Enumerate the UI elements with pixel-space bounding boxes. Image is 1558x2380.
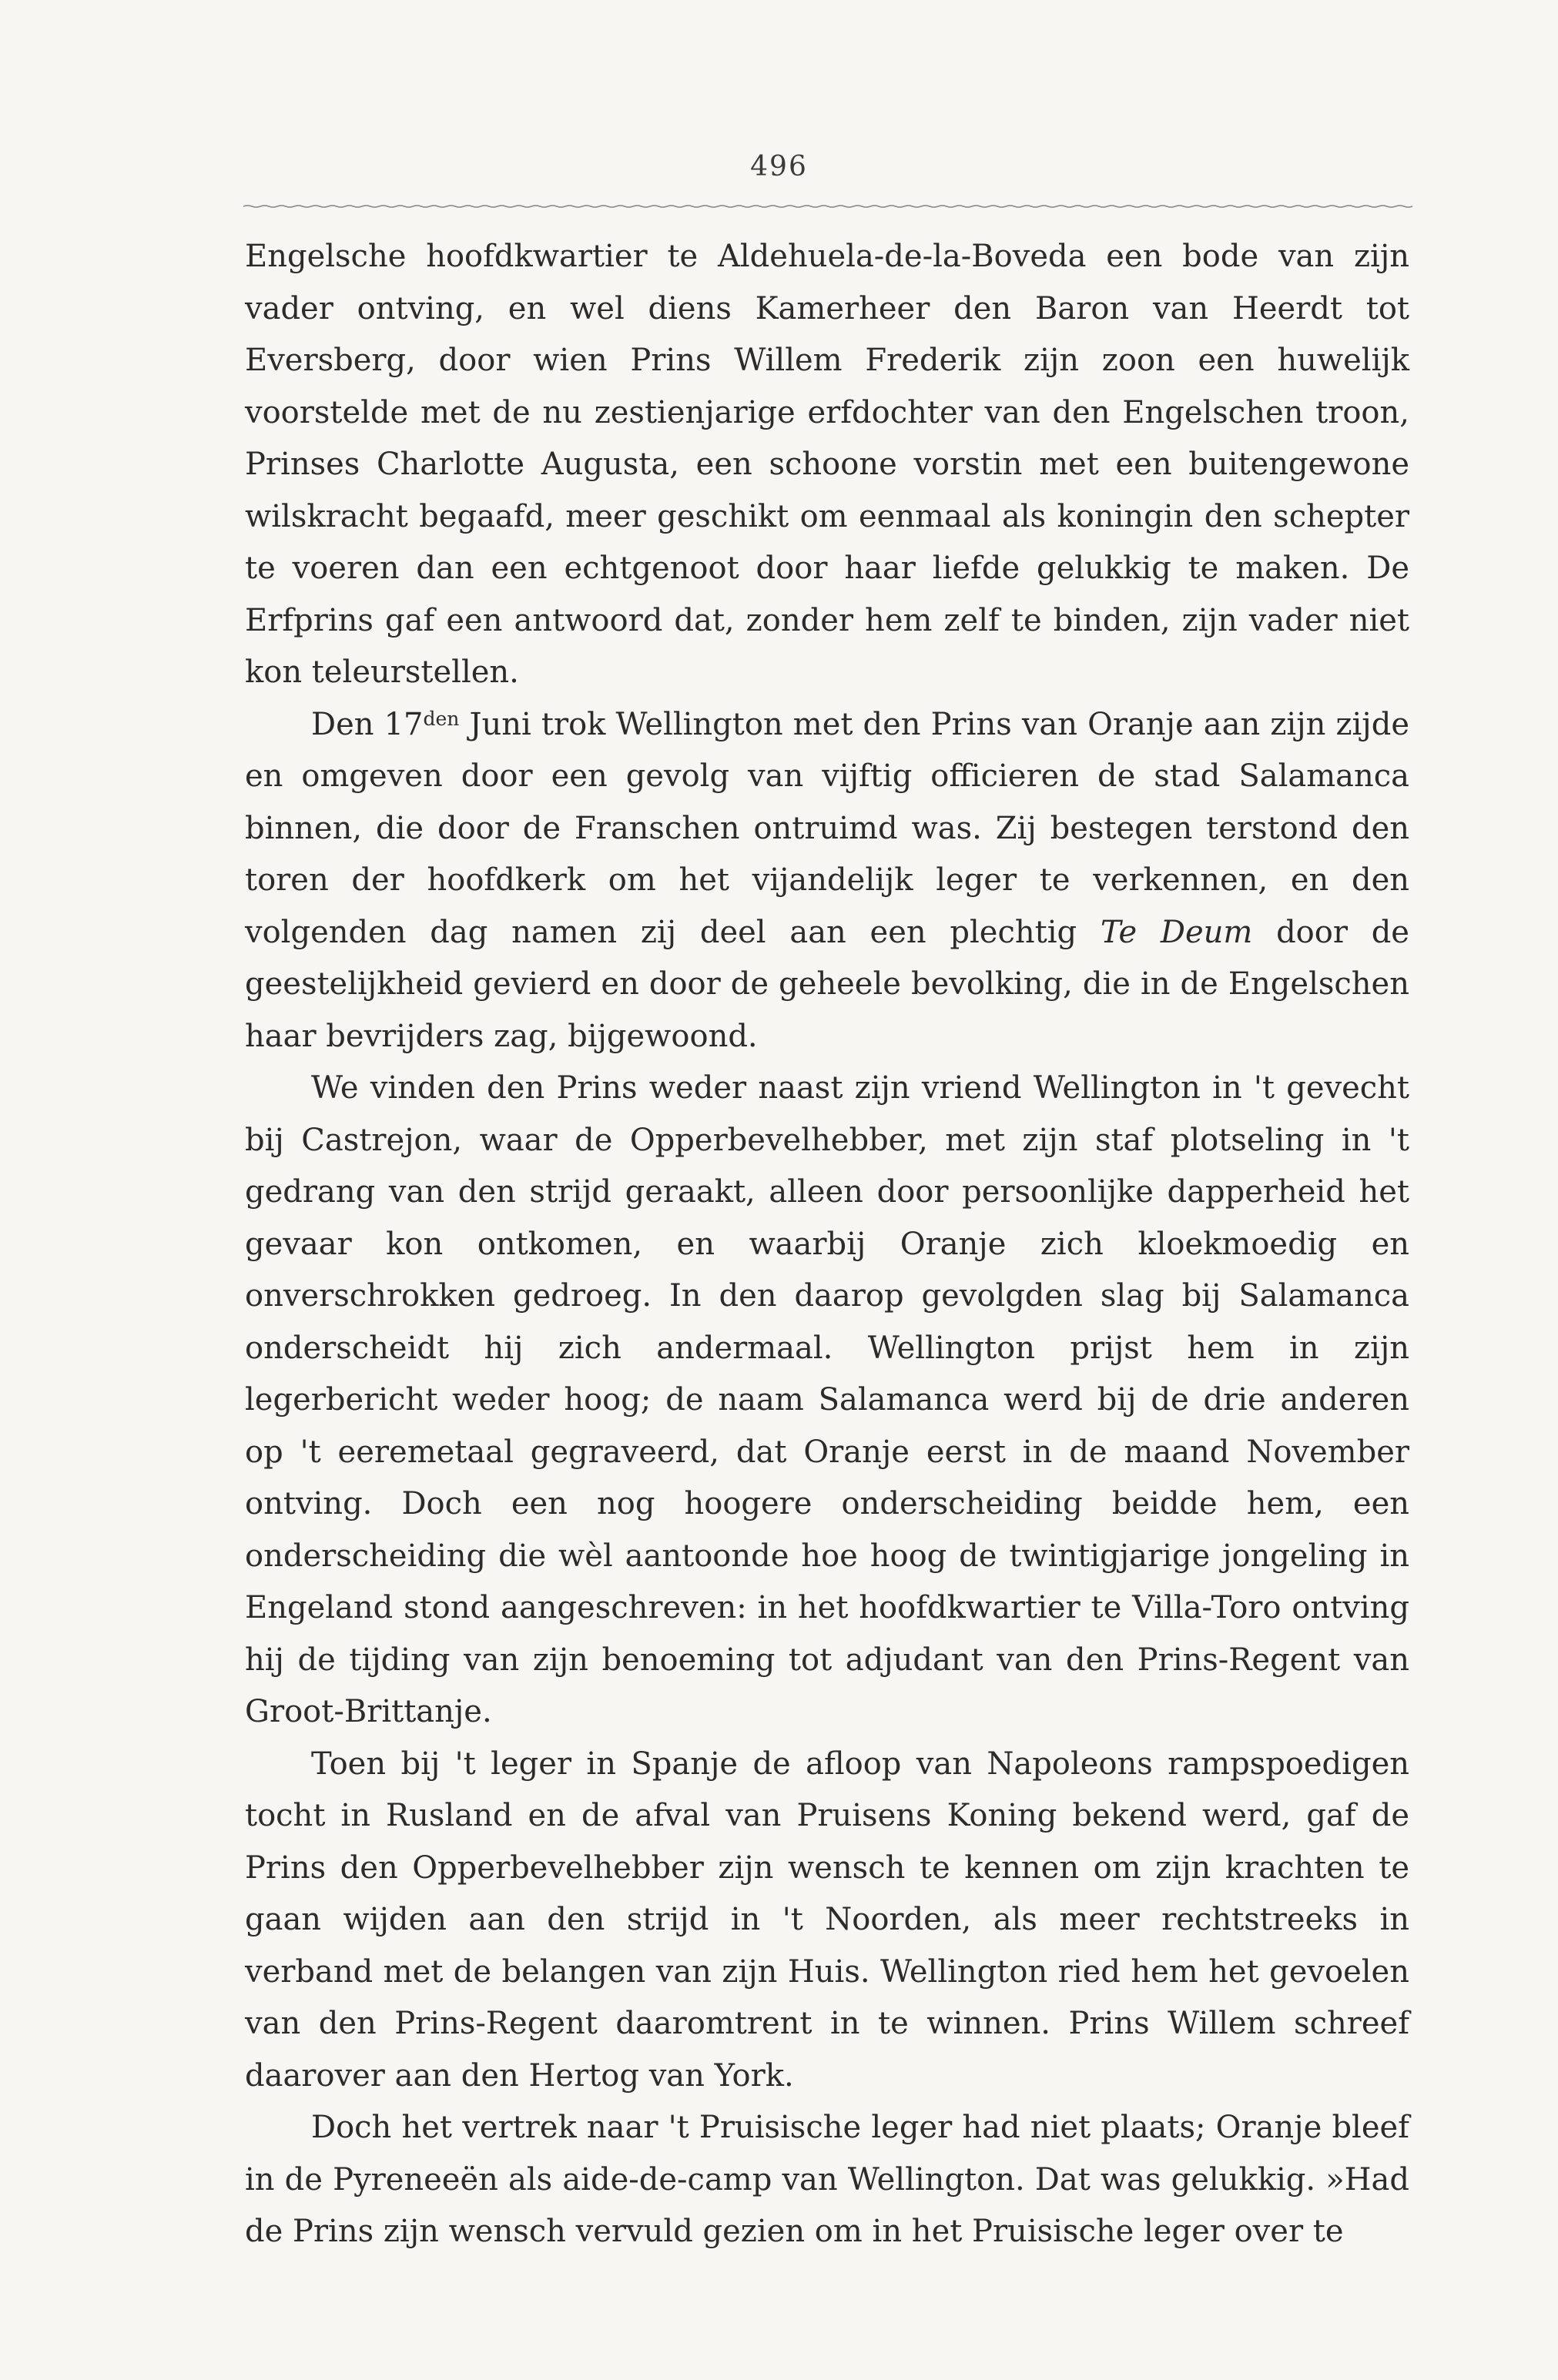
paragraph-p5: [245, 2102, 1409, 2258]
text-run: We vinden den Prins weder naast zijn vriend Wellington in 't gevecht bij Castrejon, waar de Opperbevelhebber, met zijn staf plotseling in 't gedrang van den strijd geraakt, alleen door persoonlijke dapperheid het gevaar kon ontkomen, en waarbij Oranje zich kloekmoedig en onverschrokken gedroeg. In den daarop gevolgden slag bij Salamanca onderscheidt hij zich andermaal. Wellington prijst hem in zijn legerbericht weder hoog; de naam Salamanca werd bij de drie anderen op 't eeremetaal gegraveerd, dat Oranje eerst in de maand November ontving. Doch een nog hoogere onderscheiding beidde hem, een onderscheiding die wèl aantoonde hoe hoog de twintigjarige jongeling in Engeland stond aangeschreven: in het hoofdkwartier te Villa-Toro ontving hij de tijding van zijn benoeming tot adjudant van den Prins-Regent van Groot-Brittanje.: [245, 1070, 1409, 1729]
text-run: Den 17: [311, 706, 424, 742]
paragraph-p4: [245, 1739, 1409, 2103]
italic-phrase: Te Deum: [1100, 914, 1253, 950]
text-run: Juni trok Wellington met den Prins van Oranje aan zijn zijde en omgeven door een gevolg van vijftig officieren de stad Salamanca binnen, die door de Franschen ontruimd was. Zij bestegen terstond den toren der hoofdkerk om het vijandelijk leger te verkennen, en den volgenden dag namen zij deel aan een plechtig: [245, 706, 1409, 950]
paragraph-p2: [245, 699, 1409, 1063]
text-run: Engelsche hoofdkwartier te Aldehuela-de-la-Boveda een bode van zijn vader ontving, en wel diens Kamerheer den Baron van Heerdt tot Eversberg, door wien Prins Willem Frederik zijn zoon een huwelijk voorstelde met de nu zestienjarige erfdochter van den Engelschen troon, Prinses Charlotte Augusta, een schoone vorstin met een buitengewone wilskracht begaafd, meer geschikt om eenmaal als koningin den schepter te voeren dan een echtgenoot door haar liefde gelukkig te maken. De Erfprins gaf een antwoord dat, zonder hem zelf te binden, zijn vader niet kon teleurstellen.: [245, 239, 1409, 690]
text-run: Toen bij 't leger in Spanje de afloop van Napoleons rampspoedigen tocht in Rusland en de afval van Pruisens Koning bekend werd, gaf de Prins den Opperbevelhebber zijn wensch te kennen om zijn krachten te gaan wijden aan den strijd in 't Noorden, als meer rechtstreeks in verband met de belangen van zijn Huis. Wellington ried hem het gevoelen van den Prins-Regent daaromtrent in te winnen. Prins Willem schreef daarover aan den Hertog van York.: [245, 1746, 1409, 2094]
decorative-wavy-rule: [243, 202, 1412, 211]
text-run: Doch het vertrek naar 't Pruisische leger had niet plaats; Oranje bleef in de Pyreneeën als aide-de-camp van Wellington. Dat was gelukkig. »Had de Prins zijn wensch vervuld gezien om in het Pruisische leger over te: [245, 2110, 1409, 2249]
superscript-ordinal: den: [423, 707, 460, 730]
paragraph-p3: [245, 1063, 1409, 1739]
text-run: door de geestelijkheid gevierd en door de geheele bevolking, die in de Engelschen haar bevrijders zag, bijgewoond.: [245, 914, 1409, 1054]
body-text: [245, 231, 1409, 2258]
page-number: 496: [750, 151, 808, 182]
paragraph-p1: [245, 231, 1409, 699]
